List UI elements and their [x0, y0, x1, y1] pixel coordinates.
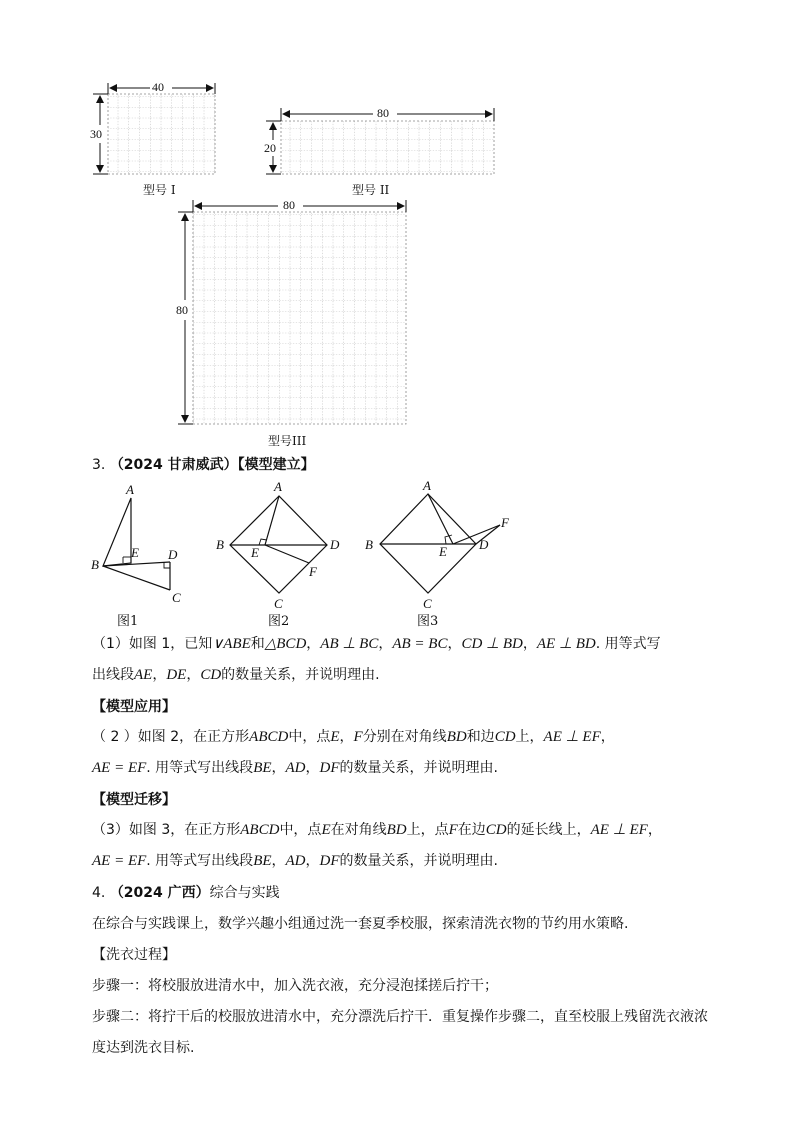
grid-rect-1 — [108, 94, 215, 174]
geometry-figure-1 — [103, 498, 170, 590]
fig2-caption: 图2 — [268, 614, 290, 629]
fig3-caption: 图3 — [417, 614, 439, 629]
fig2-point-e: E — [251, 545, 259, 560]
problem4-step2-line1: 步骤二：将拧干后的校服放进清水中，充分漂洗后拧干．重复操作步骤二，直至校服上残留洗衣液浓 — [92, 1009, 708, 1025]
fig3-point-b: B — [365, 537, 373, 552]
fig1-caption: 图1 — [117, 614, 139, 629]
rect3-caption: 型号III — [268, 434, 307, 448]
rect1-width-label: 40 — [152, 80, 164, 94]
rect2-caption: 型号 II — [352, 183, 390, 197]
tag-model-apply: 【模型应用】 — [92, 699, 176, 715]
fig3-point-f: F — [501, 515, 509, 530]
rect3-width-label: 80 — [283, 198, 295, 212]
fig3-point-d: D — [479, 537, 489, 552]
q3-line2: AE = EF. 用等式写出线段BE，AD，DF的数量关系，并说明理由. — [92, 853, 498, 869]
rect3-height-label: 80 — [176, 303, 188, 317]
rect1-height-label: 30 — [90, 127, 102, 141]
problem3-header: 3. （2024 甘肃威武）【模型建立】 — [92, 457, 315, 473]
figure-model-3 — [178, 200, 406, 424]
fig2-point-b: B — [216, 537, 224, 552]
rect2-height-label: 20 — [264, 141, 276, 155]
rect1-caption: 型号 I — [143, 183, 176, 197]
grid-rect-3 — [193, 212, 406, 424]
fig1-point-b: B — [91, 557, 99, 572]
fig1-point-e: E — [131, 545, 139, 560]
tag-wash-process: 【洗衣过程】 — [92, 947, 176, 963]
fig3-point-c: C — [423, 596, 432, 611]
tag-model-transfer: 【模型迁移】 — [92, 792, 176, 808]
rect2-width-label: 80 — [377, 106, 389, 120]
figure-model-1 — [93, 83, 215, 174]
q2-line2: AE = EF. 用等式写出线段BE，AD，DF的数量关系，并说明理由. — [92, 760, 498, 776]
fig1-point-c: C — [172, 590, 181, 605]
grid-rect-2 — [281, 121, 494, 174]
q2-line1: （ 2 ）如图 2，在正方形ABCD中，点E，F分别在对角线BD和边CD上，AE ⊥ EF， — [92, 729, 615, 745]
fig3-point-e: E — [439, 544, 447, 559]
fig3-point-a: A — [423, 478, 431, 493]
fig1-point-a: A — [126, 482, 134, 497]
problem4-intro: 在综合与实践课上，数学兴趣小组通过洗一套夏季校服，探索清洗衣物的节约用水策略. — [92, 916, 629, 932]
fig2-point-a: A — [274, 479, 282, 494]
problem4-step2-line2: 度达到洗衣目标. — [92, 1040, 195, 1056]
q1-line2: 出线段AE，DE，CD的数量关系，并说明理由. — [92, 667, 380, 683]
q3-line1: （3）如图 3，在正方形ABCD中，点E在对角线BD上，点F在边CD的延长线上，AE ⊥ EF， — [92, 822, 662, 838]
fig2-point-c: C — [274, 596, 283, 611]
problem4-step1: 步骤一：将校服放进清水中，加入洗衣液，充分浸泡揉搓后拧干； — [92, 978, 498, 994]
q1-line1: （1）如图 1，已知∨ABE和△BCD，AB ⊥ BC，AB = BC，CD ⊥ BD，AE ⊥ BD. 用等式写 — [92, 636, 661, 652]
fig2-point-d: D — [330, 537, 340, 552]
fig2-point-f: F — [309, 564, 317, 579]
problem4-header: 4. （2024 广西）综合与实践 — [92, 885, 280, 901]
fig1-point-d: D — [168, 547, 178, 562]
